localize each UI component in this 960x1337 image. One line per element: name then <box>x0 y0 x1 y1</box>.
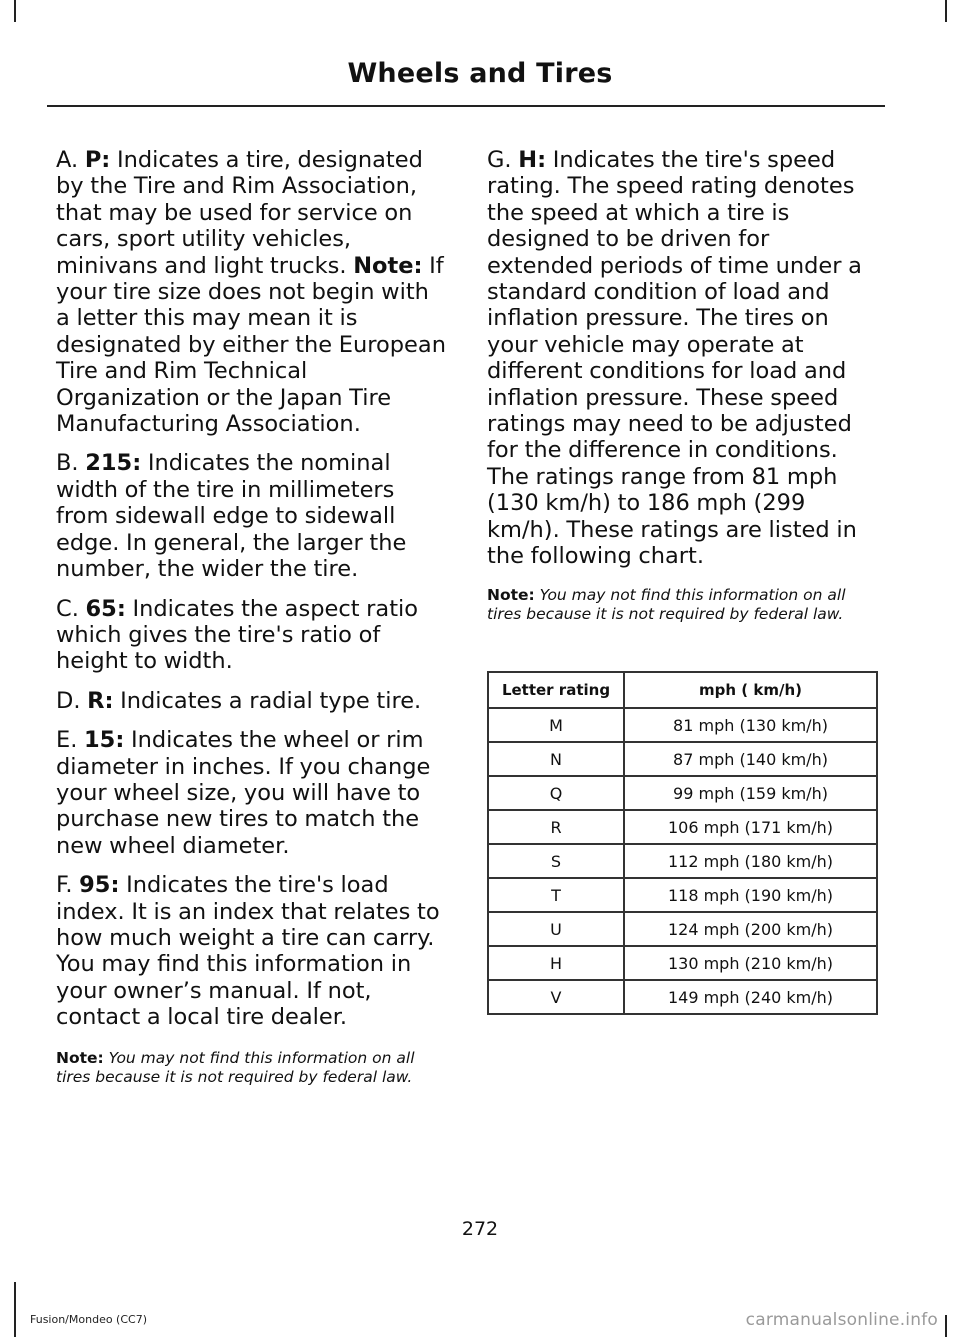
speed-cell: 149 mph (240 km/h) <box>624 980 877 1014</box>
speed-cell: 99 mph (159 km/h) <box>624 776 877 810</box>
item-term: 65: <box>85 595 126 622</box>
note-label: Note: <box>487 585 535 604</box>
left-column <box>56 147 448 1088</box>
tire-code-item-a <box>56 147 448 437</box>
letter-cell: R <box>488 810 624 844</box>
item-term: R: <box>87 687 114 714</box>
speed-cell: 106 mph (171 km/h) <box>624 810 877 844</box>
speed-cell: 118 mph (190 km/h) <box>624 878 877 912</box>
crop-mark-bottom-left-vertical <box>14 1282 16 1337</box>
letter-cell: Q <box>488 776 624 810</box>
item-text: Indicates the nominal width of the tire in millimeters from sidewall edge to sidewall edge. In general, the larger the number, the wider the tire. <box>56 450 407 583</box>
table-row <box>488 912 877 946</box>
item-term: H: <box>518 147 547 173</box>
letter-cell: M <box>488 708 624 742</box>
tire-code-item-b <box>56 450 448 582</box>
letter-cell: S <box>488 844 624 878</box>
note-label: Note: <box>56 1048 104 1067</box>
letter-cell: N <box>488 742 624 776</box>
table-row <box>488 946 877 980</box>
item-term: 15: <box>84 727 125 754</box>
table-header-row <box>488 672 877 708</box>
letter-cell: H <box>488 946 624 980</box>
table-row <box>488 810 877 844</box>
tire-code-item-c <box>56 596 448 675</box>
item-letter: C. <box>56 595 86 622</box>
item-term: 95: <box>79 872 120 899</box>
page-title: Wheels and Tires <box>347 58 613 89</box>
footer-model-label: Fusion/Mondeo (CC7) <box>30 1313 148 1326</box>
table-row <box>488 980 877 1014</box>
table-row <box>488 742 877 776</box>
header-divider <box>47 105 885 107</box>
right-column <box>487 147 879 625</box>
item-letter: G. <box>487 147 519 173</box>
speed-cell: 112 mph (180 km/h) <box>624 844 877 878</box>
item-letter: B. <box>56 450 86 477</box>
crop-mark-top-right-vertical <box>945 0 947 22</box>
item-letter: F. <box>56 872 80 899</box>
item-text: Indicates a radial type tire. <box>113 687 422 714</box>
speed-cell: 124 mph (200 km/h) <box>624 912 877 946</box>
page-number: 272 <box>461 1218 499 1240</box>
letter-cell: V <box>488 980 624 1014</box>
crop-mark-top-left-vertical <box>14 0 16 22</box>
item-letter: D. <box>56 687 88 714</box>
table-row <box>488 708 877 742</box>
letter-cell: U <box>488 912 624 946</box>
letter-cell: T <box>488 878 624 912</box>
item-text: Indicates the wheel or rim diameter in inches. If you change your wheel size, you will have to purchase new tires to match the new wheel diameter. <box>56 727 431 859</box>
inline-note-text: If your tire size does not begin with a letter this may mean it is designated by either the European Tire and Rim Technical Organization or the Japan Tire Manufacturing Association. <box>56 252 446 438</box>
speed-rating-table <box>487 671 878 1015</box>
item-letter: A. <box>56 147 85 173</box>
watermark: carmanualsonline.info <box>745 1310 938 1330</box>
item-term: P: <box>84 147 111 173</box>
column-header-speed: mph ( km/h) <box>624 672 877 708</box>
tire-code-item-f <box>56 872 448 1030</box>
item-text: Indicates the aspect ratio which gives the tire's ratio of height to width. <box>56 595 419 675</box>
speed-cell: 81 mph (130 km/h) <box>624 708 877 742</box>
note-text: You may not find this information on all tires because it is not required by federal law. <box>56 1048 415 1087</box>
column-header-letter-rating: Letter rating <box>488 672 624 708</box>
left-note <box>56 1049 448 1088</box>
tire-code-item-d <box>56 688 448 714</box>
right-note <box>487 586 879 625</box>
item-text: Indicates the tire's speed rating. The speed rating denotes the speed at which a tire is designed to be driven for extended periods of time under a standard condition of load and inflation pressure. The tires on your vehicle may operate at different conditions for load and inflation pressure. These speed ratings may need to be adjusted for the difference in conditions. The ratings range from 81 mph (130 km/h) to 186 mph (299 km/h). These ratings are listed in the following chart. <box>487 147 862 570</box>
table-row <box>488 844 877 878</box>
tire-code-item-g <box>487 147 879 570</box>
table-row <box>488 878 877 912</box>
crop-mark-bottom-right-vertical <box>945 1315 947 1337</box>
inline-note-label: Note: <box>353 252 423 279</box>
table-row <box>488 776 877 810</box>
tire-code-item-e <box>56 727 448 859</box>
item-text: Indicates the tire's load index. It is an index that relates to how much weight a tire can carry. You may find this information in your owner’s manual. If not, contact a local tire dealer. <box>56 872 440 1031</box>
note-text: You may not find this information on all tires because it is not required by federal law. <box>487 585 846 623</box>
speed-cell: 87 mph (140 km/h) <box>624 742 877 776</box>
item-term: 215: <box>85 450 142 477</box>
speed-cell: 130 mph (210 km/h) <box>624 946 877 980</box>
item-letter: E. <box>56 727 85 754</box>
item-text: Indicates a tire, designated by the Tire and Rim Association, that may be used for service on cars, sport utility vehicles, minivans and light trucks. <box>56 147 423 279</box>
